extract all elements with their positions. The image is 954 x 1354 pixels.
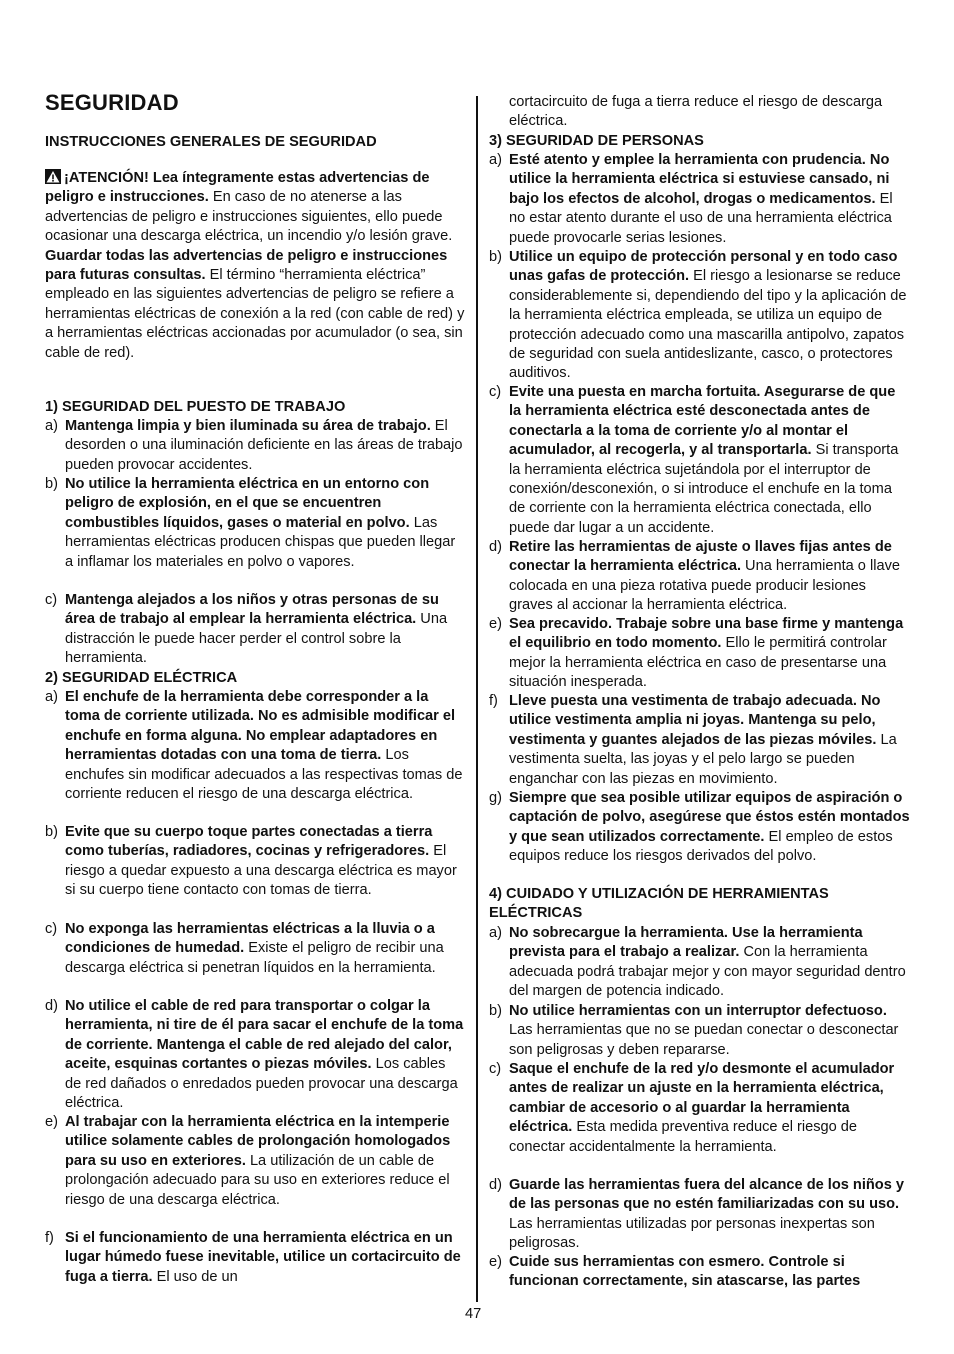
item-text: El no estar atento durante el uso de una herramienta eléctrica puede provocarle serias lesiones. <box>509 190 893 246</box>
list-item <box>489 383 910 538</box>
item-text: El uso de un <box>152 1268 238 1285</box>
list-item <box>45 1113 465 1210</box>
item-text: El riesgo a quedar expuesto a una descarga eléctrica es mayor si su cuerpo tiene contacto con tomas de tierra. <box>65 843 457 899</box>
list-item <box>45 997 465 1113</box>
intro-keep-bold: Guardar todas las advertencias de peligro e instrucciones para futuras consultas. <box>45 247 448 284</box>
item-bold: Sea precavido. Trabaje sobre una base firme y mantenga el equilibrio en todo momento. <box>509 616 904 652</box>
intro-text-1: En caso de no atenerse a las advertencias de peligro e instrucciones siguientes, ello puede ocasionar una descarga eléctrica, un incendio y/o lesión grave. <box>45 189 453 245</box>
list-item <box>489 1253 910 1292</box>
item-letter: d) <box>45 998 58 1014</box>
list-item <box>489 924 910 1002</box>
section-heading-4: 4) CUIDADO Y UTILIZACIÓN DE HERRAMIENTAS ELÉCTRICAS <box>489 886 829 922</box>
list-item <box>489 615 910 693</box>
item-letter: f) <box>45 1230 54 1246</box>
item-letter: e) <box>489 1254 502 1270</box>
item-bold: Mantenga limpia y bien iluminada su área de trabajo. <box>65 418 431 434</box>
column-divider <box>476 96 478 1302</box>
section-heading-2: 2) SEGURIDAD ELÉCTRICA <box>45 670 238 686</box>
item-letter: b) <box>45 824 58 840</box>
page-title: SEGURIDAD <box>45 90 179 115</box>
item-letter: c) <box>45 592 58 608</box>
item-letter: a) <box>489 925 502 941</box>
item-text: Los enchufes sin modificar adecuados a las respectivas tomas de corriente reducen el riesgo de una descarga eléctrica. <box>65 747 463 803</box>
item-bold: Lleve puesta una vestimenta de trabajo adecuada. No utilice vestimenta amplia ni joyas. Mantenga su pelo, vestimenta y guantes alejados de las piezas móviles. <box>509 693 881 748</box>
item-letter: d) <box>489 1177 502 1193</box>
list-item <box>45 1229 465 1287</box>
item-bold: Retire las herramientas de ajuste o llaves fijas antes de conectar la herramienta eléctrica. <box>509 539 892 575</box>
item-text: Existe el peligro de recibir una descarga eléctrica si penetran líquidos en la herramienta. <box>65 940 444 976</box>
list-item <box>489 789 910 867</box>
intro-paragraph <box>45 169 465 363</box>
item-text: Con la herramienta adecuada podrá trabajar mejor y con mayor seguridad dentro del margen de potencia indicado. <box>509 944 906 1000</box>
item-text: Una distracción le puede hacer perder el control sobre la herramienta. <box>65 611 448 667</box>
item-text: La utilización de un cable de prolongación adecuado para su uso en exteriores reduce el riesgo de una descarga eléctrica. <box>65 1152 450 1208</box>
item-bold: Evite una puesta en marcha fortuita. Asegurarse de que la herramienta eléctrica esté desconectada antes de conectarla a la toma de corriente y/o al montar el acumulador, al recogerla, y al transportarla. <box>509 384 896 459</box>
item-bold: Guarde las herramientas fuera del alcance de los niños y de las personas que no estén familiarizadas con su uso. <box>509 1177 905 1213</box>
item-text: El empleo de estos equipos reduce los riesgos derivados del polvo. <box>509 828 893 865</box>
page-number: 47 <box>465 1306 482 1322</box>
item-bold: No sobrecargue la herramienta. Use la herramienta prevista para el trabajo a realizar. <box>509 925 863 961</box>
list-item <box>489 538 910 616</box>
item-bold: Siempre que sea posible utilizar equipos de aspiración o captación de polvo, asegúrese que éstos estén montados y que sean utilizados correctamente. <box>509 790 910 845</box>
item-bold: Esté atento y emplee la herramienta con prudencia. No utilice la herramienta eléctrica si estuviese cansado, ni bajo los efectos de alcohol, drogas o medicamentos. <box>509 152 890 207</box>
list-item <box>45 688 465 804</box>
item-letter: e) <box>489 616 502 632</box>
item-bold: No utilice el cable de red para transportar o colgar la herramienta, ni tire de él para sacar el enchufe de la toma de corriente. Mantenga el cable de red alejado del calor, aceite, esquinas cortantes o piezas móviles. <box>65 998 464 1073</box>
intro-text-2: El término “herramienta eléctrica” empleado en las siguientes advertencias de peligro se refiere a herramientas eléctricas de conexión a la red (con cable de red) y a herramientas eléctricas accionadas por acumulador (o sea, sin cable de red). <box>45 267 465 361</box>
item-letter: f) <box>489 693 498 709</box>
section-heading-1: 1) SEGURIDAD DEL PUESTO DE TRABAJO <box>45 399 346 415</box>
item-bold: El enchufe de la herramienta debe corresponder a la toma de corriente utilizada. No es admisible modificar el enchufe en forma alguna. No emplear adaptadores en herramientas dotadas con una toma de tierra. <box>65 689 456 764</box>
item-bold: Utilice un equipo de protección personal y en todo caso unas gafas de protección. <box>509 249 898 285</box>
item-text: Las herramientas utilizadas por personas inexpertas son peligrosas. <box>509 1215 875 1252</box>
list-item <box>45 417 465 475</box>
item-letter: b) <box>489 1003 502 1019</box>
list-item <box>489 151 910 248</box>
warning-triangle-icon <box>45 169 61 184</box>
item-bold: Al trabajar con la herramienta eléctrica en la intemperie utilice solamente cables de prolongación homologados para su uso en exteriores. <box>65 1114 451 1169</box>
item-letter: b) <box>489 249 502 265</box>
item-bold: Saque el enchufe de la red y/o desmonte el acumulador antes de realizar un ajuste en la herramienta eléctrica, cambiar de accesorio o al guardar la herramienta eléctrica. <box>509 1061 895 1136</box>
item-letter: a) <box>489 152 502 168</box>
item-text: El riesgo a lesionarse se reduce considerablemente si, dependiendo del tipo y la aplicación de la herramienta eléctrica empleada, se utiliza un equipo de protección adecuado como una mascarilla antipolvo, zapatos de seguridad con suela antideslizante, casco, o protectores auditivos. <box>509 268 907 382</box>
list-item <box>489 248 910 384</box>
item-letter: c) <box>45 921 58 937</box>
list-item <box>489 1060 910 1157</box>
section-heading-3: 3) SEGURIDAD DE PERSONAS <box>489 133 704 149</box>
item-text: Si transporta la herramienta eléctrica sujetándola por el interruptor de conexión/desconexión, o si introduce el enchufe en la toma de corriente con la herramienta eléctrica conectada, ello puede dar lugar a un accidente. <box>509 442 899 536</box>
section-subtitle: INSTRUCCIONES GENERALES DE SEGURIDAD <box>45 134 377 150</box>
item-bold: No exponga las herramientas eléctricas a la lluvia o a condiciones de humedad. <box>65 921 435 957</box>
item-text: Las herramientas eléctricas producen chispas que pueden llegar a inflamar los materiales en polvo o vapores. <box>65 514 456 570</box>
item-text: Una herramienta o llave colocada en una pieza rotativa puede producir lesiones graves al accionar la herramienta eléctrica. <box>509 558 900 614</box>
item-bold: Si el funcionamiento de una herramienta eléctrica en un lugar húmedo fuese inevitable, utilice un cortacircuito de fuga a tierra. <box>65 1230 461 1285</box>
intro-warning-bold: ¡ATENCIÓN! Lea íntegramente estas advertencias de peligro e instrucciones. <box>45 170 430 206</box>
item-text: Los cables de red dañados o enredados pueden provocar una descarga eléctrica. <box>65 1056 458 1112</box>
item-text: La vestimenta suelta, las joyas y el pelo largo se pueden enganchar con las piezas en movimiento. <box>509 731 897 787</box>
item-letter: d) <box>489 539 502 555</box>
list-item <box>45 475 465 572</box>
list-item <box>489 1176 910 1254</box>
item-letter: e) <box>45 1114 58 1130</box>
list-item <box>45 591 465 669</box>
item-bold: Evite que su cuerpo toque partes conectadas a tierra como tuberías, radiadores, cocinas y refrigeradores. <box>65 824 433 860</box>
item-text: Las herramientas que no se puedan conectar o desconectar son peligrosas y deben repararse. <box>509 1022 899 1058</box>
item-text: El desorden o una iluminación deficiente en las áreas de trabajo pueden provocar accidentes. <box>65 418 463 473</box>
item-bold: Cuide sus herramientas con esmero. Controle si funcionan correctamente, sin atascarse, las partes <box>509 1254 861 1290</box>
list-item <box>489 1002 910 1060</box>
list-item <box>45 920 465 978</box>
item-bold: Mantenga alejados a los niños y otras personas de su área de trabajo al emplear la herramienta eléctrica. <box>65 592 439 628</box>
item-text: Ello le permitirá controlar mejor la herramienta eléctrica en caso de presentarse una situación inesperada. <box>509 635 887 691</box>
list-item <box>489 692 910 789</box>
item-letter: g) <box>489 790 502 806</box>
item-letter: b) <box>45 476 58 492</box>
item-bold: No utilice la herramienta eléctrica en un entorno con peligro de explosión, en el que se encuentren combustibles líquidos, gases o material en polvo. <box>65 476 430 531</box>
item-letter: a) <box>45 418 58 434</box>
continuation-text: cortacircuito de fuga a tierra reduce el riesgo de descarga eléctrica. <box>509 94 883 130</box>
item-letter: c) <box>489 1061 502 1077</box>
item-letter: a) <box>45 689 58 705</box>
list-item <box>45 823 465 901</box>
item-text: Esta medida preventiva reduce el riesgo de conectar accidentalmente la herramienta. <box>509 1119 858 1155</box>
item-letter: c) <box>489 384 502 400</box>
item-bold: No utilice herramientas con un interruptor defectuoso. <box>509 1003 887 1019</box>
